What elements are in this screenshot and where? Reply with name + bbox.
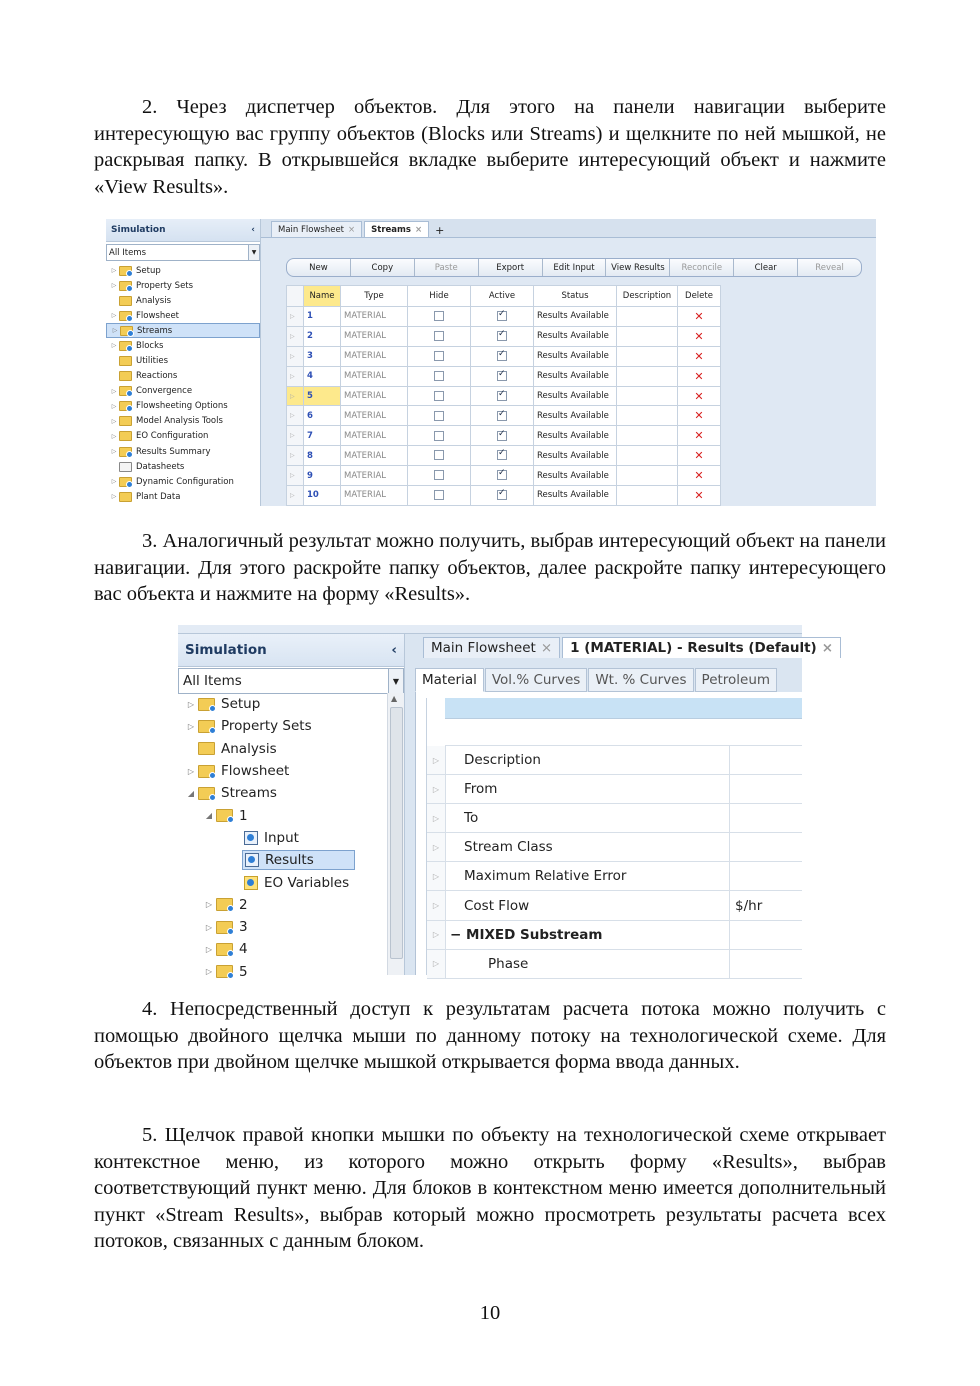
tree-item-stream-3[interactable]: ▷ 3 bbox=[178, 916, 388, 938]
add-tab-icon[interactable]: + bbox=[435, 224, 445, 237]
tab-petroleum[interactable]: Petroleum bbox=[695, 668, 778, 692]
active-checkbox[interactable] bbox=[497, 311, 507, 321]
tab-streams[interactable]: Streams × bbox=[364, 221, 429, 237]
folder-icon bbox=[198, 765, 215, 778]
folder-icon bbox=[216, 898, 233, 911]
folder-icon bbox=[198, 698, 215, 711]
page-number: 10 bbox=[479, 1302, 501, 1324]
combo-value: All Items bbox=[183, 673, 242, 689]
active-checkbox[interactable] bbox=[497, 470, 507, 480]
folder-icon bbox=[119, 401, 132, 411]
tree-item-model-analysis-tools[interactable]: ▷ Model Analysis Tools bbox=[106, 414, 260, 429]
tree-item-streams[interactable]: ▷ Streams bbox=[106, 323, 260, 338]
tree-item-flowsheet[interactable]: ▷ Flowsheet bbox=[178, 760, 388, 782]
expand-icon[interactable]: ▷ bbox=[111, 342, 117, 350]
results-subtabs bbox=[415, 668, 778, 692]
tree-item-results-summary[interactable]: ▷ Results Summary bbox=[106, 444, 260, 459]
tree-item-setup[interactable]: ▷ Setup bbox=[106, 263, 260, 278]
nav-header bbox=[106, 219, 260, 242]
view-results-button[interactable]: View Results bbox=[606, 259, 670, 276]
table-row[interactable]: ▷ 3 MATERIAL ✓ Results Available ✕ bbox=[287, 346, 721, 366]
collapse-icon[interactable]: ‹ bbox=[391, 642, 397, 658]
chevron-down-icon[interactable]: ▼ bbox=[248, 245, 259, 260]
row-from[interactable]: ▷ From bbox=[427, 775, 802, 804]
tab-material[interactable]: Material bbox=[415, 668, 484, 692]
scroll-thumb[interactable] bbox=[390, 707, 403, 959]
tree-item-eo-configuration[interactable]: ▷ EO Configuration bbox=[106, 429, 260, 444]
expand-icon[interactable]: ▷ bbox=[111, 282, 117, 290]
document-tabs bbox=[405, 634, 834, 658]
tab-main-flowsheet[interactable]: Main Flowsheet × bbox=[423, 637, 560, 658]
column-description[interactable]: Description bbox=[617, 286, 678, 307]
table-row[interactable]: ▷ 10 MATERIAL ✓ Results Available ✕ bbox=[287, 486, 721, 506]
folder-icon bbox=[119, 386, 132, 396]
row-stream-class[interactable]: ▷ Stream Class bbox=[427, 833, 802, 862]
expand-icon[interactable]: ▷ bbox=[111, 417, 117, 425]
expand-icon[interactable]: ▷ bbox=[112, 327, 118, 335]
results-main-pane bbox=[405, 634, 834, 975]
table-row[interactable]: ▷ 6 MATERIAL ✓ Results Available ✕ bbox=[287, 406, 721, 426]
hide-checkbox[interactable] bbox=[434, 470, 444, 480]
tree-item-analysis[interactable]: Analysis bbox=[106, 293, 260, 308]
active-checkbox[interactable] bbox=[497, 431, 507, 441]
corner-cell bbox=[287, 286, 304, 307]
nav-scrollbar[interactable] bbox=[387, 693, 404, 975]
table-header bbox=[287, 286, 721, 307]
delete-icon[interactable]: ✕ bbox=[678, 346, 721, 366]
paste-button[interactable]: Paste bbox=[415, 259, 479, 276]
row-description[interactable]: ▷ Description bbox=[427, 746, 802, 775]
active-checkbox[interactable] bbox=[497, 391, 507, 401]
expand-icon[interactable]: ▷ bbox=[111, 448, 117, 456]
hide-checkbox[interactable] bbox=[434, 411, 444, 421]
delete-icon[interactable]: ✕ bbox=[678, 307, 721, 327]
folder-icon bbox=[119, 371, 132, 381]
nav-filter-combo[interactable] bbox=[178, 668, 404, 694]
tree-item-stream-1[interactable]: ◢ 1 bbox=[178, 804, 388, 826]
expand-icon[interactable]: ▷ bbox=[111, 387, 117, 395]
column-active[interactable]: Active bbox=[471, 286, 534, 307]
folder-icon bbox=[120, 326, 133, 336]
paragraph-2: 2. Через диспетчер объектов. Для этого на панели навигации выберите интересующую вас группу объектов (Blocks или Streams) и щелкните по ней мышкой, не раскрывая папку. В открывшейся вкладке выберите интересующий объект и нажмите «View Results». bbox=[94, 96, 886, 198]
edit-input-button[interactable]: Edit Input bbox=[543, 259, 607, 276]
folder-icon bbox=[119, 341, 132, 351]
folder-icon bbox=[119, 296, 132, 306]
export-button[interactable]: Export bbox=[479, 259, 543, 276]
delete-icon[interactable]: ✕ bbox=[678, 466, 721, 486]
tab-wt-curves[interactable]: Wt. % Curves bbox=[588, 668, 693, 692]
tree-item-property-sets[interactable]: ▷ Property Sets bbox=[178, 715, 388, 737]
form-icon bbox=[244, 831, 258, 845]
datasheet-icon bbox=[119, 462, 132, 472]
expand-icon[interactable]: ▷ bbox=[187, 766, 195, 776]
tree-item-blocks[interactable]: ▷ Blocks bbox=[106, 338, 260, 353]
results-form-icon bbox=[245, 853, 259, 867]
nav-filter-combo[interactable] bbox=[106, 244, 260, 261]
clear-button[interactable]: Clear bbox=[734, 259, 798, 276]
delete-icon[interactable]: ✕ bbox=[678, 326, 721, 346]
folder-icon bbox=[216, 965, 233, 978]
eo-variables-icon bbox=[244, 876, 258, 890]
delete-icon[interactable]: ✕ bbox=[678, 406, 721, 426]
folder-icon bbox=[119, 311, 132, 321]
folder-icon bbox=[119, 477, 132, 487]
copy-button[interactable]: Copy bbox=[351, 259, 415, 276]
hide-checkbox[interactable] bbox=[434, 391, 444, 401]
expand-icon[interactable]: ▷ bbox=[205, 967, 213, 977]
active-checkbox[interactable] bbox=[497, 351, 507, 361]
paragraph-5: 5. Щелчок правой кнопки мышки по объекту на технологической схеме открывает контекстное меню, из которого можно открыть форму «Results», выбрав соответствующий пункт меню. Для блоков в контекстном меню имеется дополнительный пункт «Stream Results», выбрав который можно просмотреть результаты расчета всех потоков, связанных с данным блоком. bbox=[94, 1124, 886, 1252]
close-icon[interactable]: × bbox=[540, 640, 553, 656]
collapse-tree-icon[interactable]: ◢ bbox=[205, 811, 213, 821]
folder-icon bbox=[119, 266, 132, 276]
folder-icon bbox=[216, 943, 233, 956]
hide-checkbox[interactable] bbox=[434, 431, 444, 441]
navigation-pane bbox=[106, 219, 261, 506]
results-grid bbox=[426, 698, 802, 975]
folder-icon bbox=[216, 921, 233, 934]
tree-item-flowsheeting-options[interactable]: ▷ Flowsheeting Options bbox=[106, 399, 260, 414]
hide-checkbox[interactable] bbox=[434, 311, 444, 321]
nav-header bbox=[178, 634, 404, 667]
active-checkbox[interactable] bbox=[497, 331, 507, 341]
delete-icon[interactable]: ✕ bbox=[678, 446, 721, 466]
scroll-up-icon[interactable]: ▲ bbox=[391, 694, 398, 703]
row-phase[interactable]: ▷ Phase bbox=[427, 950, 802, 979]
tab-main-flowsheet[interactable]: Main Flowsheet × bbox=[271, 221, 362, 237]
expand-icon[interactable]: ▷ bbox=[111, 312, 117, 320]
tree-item-dynamic-configuration[interactable]: ▷ Dynamic Configuration bbox=[106, 474, 260, 489]
streams-table bbox=[286, 285, 721, 506]
delete-icon[interactable]: ✕ bbox=[678, 486, 721, 506]
active-checkbox[interactable] bbox=[497, 490, 507, 500]
expand-icon[interactable]: ▷ bbox=[187, 721, 195, 731]
tree-item-convergence[interactable]: ▷ Convergence bbox=[106, 384, 260, 399]
hide-checkbox[interactable] bbox=[434, 371, 444, 381]
expand-icon[interactable]: ▷ bbox=[111, 493, 117, 501]
tab-stream-results[interactable]: 1 (MATERIAL) - Results (Default) × bbox=[562, 637, 841, 658]
stream-results-screenshot bbox=[178, 625, 834, 980]
grid-blank-row bbox=[445, 719, 802, 746]
table-row[interactable]: ▷ 9 MATERIAL ✓ Results Available ✕ bbox=[287, 466, 721, 486]
folder-icon bbox=[119, 431, 132, 441]
tree-item-analysis[interactable]: Analysis bbox=[178, 738, 388, 760]
expand-icon[interactable]: ▷ bbox=[205, 922, 213, 932]
folder-icon bbox=[119, 281, 132, 291]
delete-icon[interactable]: ✕ bbox=[678, 366, 721, 386]
table-row[interactable]: ▷ 7 MATERIAL ✓ Results Available ✕ bbox=[287, 426, 721, 446]
row-max-relative-error[interactable]: ▷ Maximum Relative Error bbox=[427, 862, 802, 891]
expand-icon[interactable]: ▷ bbox=[205, 944, 213, 954]
nav-tree bbox=[178, 693, 388, 983]
active-checkbox[interactable] bbox=[497, 411, 507, 421]
column-type[interactable]: Type bbox=[341, 286, 408, 307]
close-icon[interactable]: × bbox=[348, 224, 356, 235]
hide-checkbox[interactable] bbox=[434, 490, 444, 500]
row-cost-flow[interactable]: ▷ Cost Flow $/hr bbox=[427, 891, 802, 920]
folder-icon bbox=[198, 742, 215, 755]
collapse-icon[interactable]: ‹ bbox=[251, 225, 255, 235]
document-tabs bbox=[261, 219, 876, 238]
row-mixed-substream[interactable]: ▷ − MIXED Substream bbox=[427, 921, 802, 950]
tree-item-streams[interactable]: ◢ Streams bbox=[178, 782, 388, 804]
tree-item-stream-5[interactable]: ▷ 5 bbox=[178, 961, 388, 983]
paragraph-3: 3. Аналогичный результат можно получить, выбрав интересующий объект на панели навигации. Для этого раскройте папку объектов, далее раскройте папку интересующего вас объекта и нажмите на форму «Results». bbox=[94, 530, 886, 605]
expand-icon[interactable]: ▷ bbox=[111, 432, 117, 440]
active-checkbox[interactable] bbox=[497, 371, 507, 381]
tree-item-property-sets[interactable]: ▷ Property Sets bbox=[106, 278, 260, 293]
tree-item-results[interactable]: Results bbox=[178, 849, 388, 871]
grid-header bbox=[445, 698, 802, 719]
paragraph-4: 4. Непосредственный доступ к результатам расчета потока можно получить с помощью двойного щелчка мыши по данному потоку на технологической схеме. Для объектов при двойном щелчке мышкой открывается форма ввода данных. bbox=[94, 998, 886, 1073]
tree-item-flowsheet[interactable]: ▷ Flowsheet bbox=[106, 308, 260, 323]
column-delete[interactable]: Delete bbox=[678, 286, 721, 307]
folder-icon bbox=[198, 720, 215, 733]
tree-item-reactions[interactable]: Reactions bbox=[106, 369, 260, 384]
tree-item-eo-variables[interactable]: EO Variables bbox=[178, 871, 388, 893]
nav-title: Simulation bbox=[185, 642, 267, 658]
column-hide[interactable]: Hide bbox=[408, 286, 471, 307]
nav-tree bbox=[106, 263, 260, 504]
expand-icon[interactable]: ▷ bbox=[205, 900, 213, 910]
close-icon[interactable]: × bbox=[821, 640, 834, 656]
navigation-pane bbox=[178, 634, 405, 980]
hide-checkbox[interactable] bbox=[434, 450, 444, 460]
folder-icon bbox=[216, 809, 233, 822]
new-button[interactable]: New bbox=[287, 259, 351, 276]
streams-object-manager-screenshot bbox=[106, 219, 876, 506]
expand-icon[interactable]: ▷ bbox=[111, 478, 117, 486]
reconcile-button[interactable]: Reconcile bbox=[670, 259, 734, 276]
tree-item-plant-data[interactable]: ▷ Plant Data bbox=[106, 489, 260, 504]
folder-icon bbox=[119, 416, 132, 426]
close-icon[interactable]: × bbox=[414, 224, 423, 235]
expand-icon[interactable]: ▷ bbox=[111, 267, 117, 275]
folder-icon bbox=[119, 447, 132, 457]
collapse-tree-icon[interactable]: ◢ bbox=[187, 788, 195, 798]
column-name[interactable]: Name bbox=[304, 286, 341, 307]
tree-item-input[interactable]: Input bbox=[178, 827, 388, 849]
streams-main-pane bbox=[261, 219, 876, 506]
hide-checkbox[interactable] bbox=[434, 351, 444, 361]
row-to[interactable]: ▷ To bbox=[427, 804, 802, 833]
tree-item-setup[interactable]: ▷ Setup bbox=[178, 693, 388, 715]
expand-icon[interactable]: ▷ bbox=[111, 402, 117, 410]
tree-item-datasheets[interactable]: Datasheets bbox=[106, 459, 260, 474]
column-status[interactable]: Status bbox=[534, 286, 617, 307]
object-manager-toolbar bbox=[286, 258, 862, 277]
table-row-current[interactable]: ▷ 5 MATERIAL ✓ Results Available ✕ bbox=[287, 386, 721, 406]
tab-vol-curves[interactable]: Vol.% Curves bbox=[485, 668, 587, 692]
tree-item-utilities[interactable]: Utilities bbox=[106, 353, 260, 368]
delete-icon[interactable]: ✕ bbox=[678, 426, 721, 446]
nav-title: Simulation bbox=[111, 225, 166, 235]
cost-flow-unit: $/hr bbox=[735, 897, 763, 914]
folder-icon bbox=[119, 492, 132, 502]
table-row[interactable]: ▷ 4 MATERIAL ✓ Results Available ✕ bbox=[287, 366, 721, 386]
tree-item-stream-4[interactable]: ▷ 4 bbox=[178, 938, 388, 960]
table-row[interactable]: ▷ 1 MATERIAL ✓ Results Available ✕ bbox=[287, 307, 721, 327]
folder-icon bbox=[119, 356, 132, 366]
table-row[interactable]: ▷ 2 MATERIAL ✓ Results Available ✕ bbox=[287, 326, 721, 346]
reveal-button[interactable]: Reveal bbox=[815, 262, 844, 273]
expand-icon[interactable]: ▷ bbox=[187, 699, 195, 709]
tree-item-stream-2[interactable]: ▷ 2 bbox=[178, 894, 388, 916]
active-checkbox[interactable] bbox=[497, 450, 507, 460]
table-row[interactable]: ▷ 8 MATERIAL ✓ Results Available ✕ bbox=[287, 446, 721, 466]
delete-icon[interactable]: ✕ bbox=[678, 386, 721, 406]
ribbon-strip bbox=[178, 625, 802, 634]
hide-checkbox[interactable] bbox=[434, 331, 444, 341]
combo-value: All Items bbox=[109, 247, 147, 258]
folder-icon bbox=[198, 787, 215, 800]
chevron-down-icon[interactable]: ▼ bbox=[388, 669, 403, 693]
results-form bbox=[415, 692, 802, 975]
